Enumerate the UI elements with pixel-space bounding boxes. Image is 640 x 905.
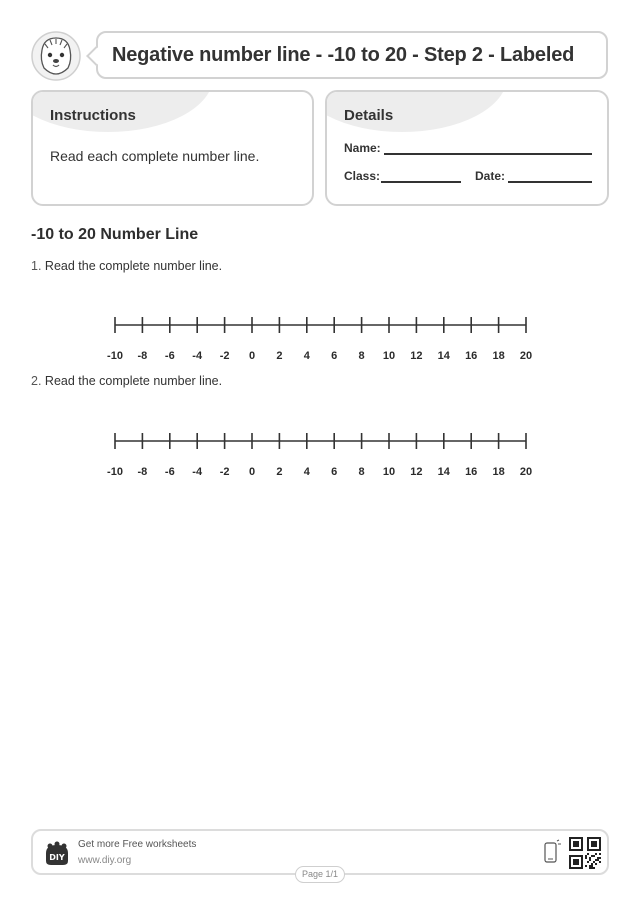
- number-line-1: [100, 310, 540, 360]
- number-line-label: 6: [331, 350, 338, 360]
- footer-cta[interactable]: Get more Free worksheets: [78, 839, 197, 850]
- question-1: [31, 259, 222, 273]
- number-line-label: 10: [382, 466, 396, 476]
- number-line-label: 4: [303, 466, 310, 476]
- number-line-label: -2: [219, 350, 230, 360]
- number-line-label: 6: [331, 466, 338, 476]
- question-text: Read the complete number line.: [44, 374, 223, 388]
- number-line-label: 2: [276, 350, 283, 360]
- class-field[interactable]: [381, 181, 461, 183]
- mascot-icon: [30, 30, 82, 82]
- instructions-text: Read each complete number line.: [50, 148, 260, 164]
- number-line-label: -10: [107, 350, 123, 360]
- footer-url[interactable]: www.diy.org: [78, 855, 132, 866]
- number-line-label: 4: [303, 350, 310, 360]
- page-indicator: Page 1/1: [295, 866, 345, 883]
- number-line-label: 16: [465, 350, 478, 360]
- details-heading: Details: [344, 107, 394, 124]
- number-line-label: 18: [492, 350, 505, 360]
- diy-logo-text: DIY: [49, 853, 65, 862]
- date-label: Date:: [475, 169, 506, 183]
- number-line-label: 16: [465, 466, 478, 476]
- number-line-label: 14: [437, 350, 450, 360]
- diy-logo-icon: [43, 841, 71, 867]
- title-notch: [86, 46, 106, 66]
- date-field[interactable]: [508, 181, 592, 183]
- number-line-label: 0: [248, 350, 256, 360]
- name-label: Name:: [344, 141, 381, 155]
- page-title: Negative number line - -10 to 20 - Step 2 - Labeled: [112, 44, 575, 66]
- question-number: 1.: [31, 259, 42, 273]
- details-panel: [325, 90, 609, 206]
- number-line-label: 20: [519, 466, 533, 476]
- section-title: -10 to 20 Number Line: [31, 226, 199, 243]
- number-line-label: 14: [437, 466, 450, 476]
- number-line-label: -6: [164, 466, 175, 476]
- name-field[interactable]: [384, 153, 592, 155]
- question-2: [31, 374, 222, 388]
- number-line-label: -8: [137, 466, 148, 476]
- number-line-label: -8: [137, 350, 148, 360]
- number-line-label: 12: [410, 466, 423, 476]
- number-line-label: -10: [107, 466, 123, 476]
- number-line-label: 8: [358, 466, 365, 476]
- class-label: Class:: [344, 169, 381, 183]
- title-box: [96, 31, 608, 79]
- number-line-label: 8: [358, 350, 365, 360]
- number-line-label: 12: [410, 350, 423, 360]
- qr-code-icon[interactable]: [569, 837, 601, 869]
- instructions-panel: [31, 90, 314, 206]
- phone-icon: [543, 839, 561, 865]
- number-line-label: -2: [219, 466, 230, 476]
- number-line-label: 20: [519, 350, 533, 360]
- question-number: 2.: [31, 374, 42, 388]
- number-line-2: [100, 426, 540, 476]
- question-text: Read the complete number line.: [44, 259, 223, 273]
- instructions-heading: Instructions: [50, 107, 136, 124]
- number-line-label: 18: [492, 466, 505, 476]
- number-line-label: 2: [276, 466, 283, 476]
- number-line-label: 10: [382, 350, 396, 360]
- number-line-label: 0: [248, 466, 256, 476]
- number-line-label: -4: [192, 466, 203, 476]
- number-line-label: -4: [192, 350, 203, 360]
- number-line-label: -6: [164, 350, 175, 360]
